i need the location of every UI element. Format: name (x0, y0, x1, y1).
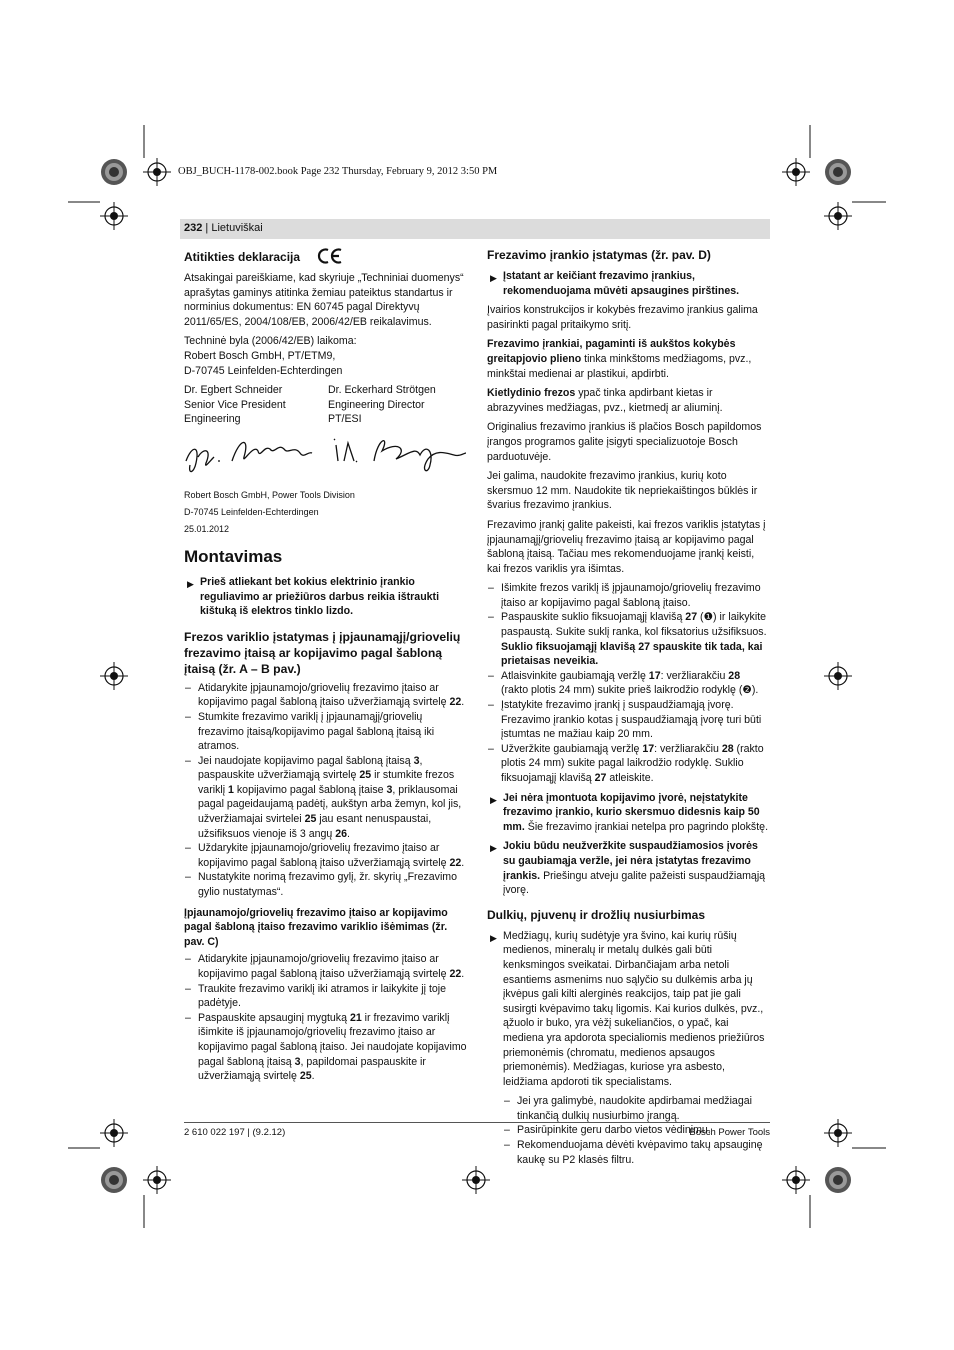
signatory-left: Dr. Egbert Schneider Senior Vice President Engineering (184, 384, 286, 426)
heading-motor-remove: Įpjaunamojo/griovelių frezavimo įtaiso ar kopijavimo pagal šabloną įtaiso frezavimo variklio išėmimas (žr. pav. C) (184, 906, 448, 948)
remove-steps (184, 952, 467, 1083)
handwritten-signatures (184, 431, 467, 483)
page-header: 232 | Lietuviškai (184, 222, 263, 234)
right-column (487, 246, 770, 1172)
list-item: – Nustatykite norimą frezavimo gylį, žr. skyrių „Frezavimo gylio nustatymas“. (184, 870, 467, 899)
company-line: Robert Bosch GmbH, Power Tools Division (184, 489, 355, 500)
warning-gloves: ▶ Įstatant ar keičiant frezavimo įrankius, rekomenduojama mūvėti apsaugines pirštines. (490, 270, 740, 297)
list-item: – Stumkite frezavimo variklį į įpjaunamąjį/griovelių frezavimo įtaisą/kopijavimo pagal šabloną įtaisą iki atramos. (184, 710, 467, 754)
language-label: Lietuviškai (211, 222, 263, 234)
declaration-heading: Atitikties deklaracija (184, 248, 467, 265)
warning-arrow-icon: ▶ (490, 843, 497, 854)
warning-arrow-icon: ▶ (490, 273, 497, 283)
header-bar (180, 219, 770, 239)
paragraph: Jei galima, naudokite frezavimo įrankius, kurių koto skersmuo 12 mm. Naudokite tik nepriekaištingos būklės ir švarius frezavimo įrankius. (487, 470, 758, 512)
ce-mark-icon (317, 248, 343, 264)
list-item: – Atlaisvinkite gaubiamąją veržlę 17: veržliarakčiu 28 (rakto plotis 24 mm) sukite prieš laikrodžio rodyklę (❷). (487, 669, 770, 698)
footer-doc-number: 2 610 022 197 | (9.2.12) (184, 1127, 286, 1138)
warning-bushing: ▶ Jei nėra įmontuota kopijavimo įvorė, neįstatykite frezavimo įrankio, kurio skersmuo didesnis kaip 50 mm. Šie frezavimo įrankiai netelpa pro pagrindo plokštę. (490, 791, 769, 833)
heading-motor-insert: Frezos variklio įstatymas į įpjaunamąjį/griovelių frezavimo įtaisą ar kopijavimo pagal šabloną įtaisą (žr. A – B pav.) (184, 629, 461, 676)
list-item: – Atidarykite įpjaunamojo/griovelių frezavimo įtaiso ar kopijavimo pagal šabloną įtaiso užveržiamąją svirtelę 22. (184, 952, 467, 981)
warning-collet-nut: ▶ Jokiu būdu neužveržkite suspaudžiamosios įvorės su gaubiamąja veržle, jei nėra įstatytas frezavimo įrankis. Priešingu atveju galite pažeisti suspaudžiamąją įvorę. (490, 840, 766, 897)
section-title-montavimas: Montavimas (184, 546, 283, 566)
paragraph: Įvairios konstrukcijos ir kokybės frezavimo įrankius galima pasirinkti pagal pritaikymo sritį. (487, 304, 758, 331)
signatories (184, 383, 467, 427)
heading-dust-extraction: Dulkių, pjuvenų ir drožlių nusiurbimas (487, 907, 706, 922)
footer-brand: Bosch Power Tools (689, 1127, 770, 1138)
page-number: 232 (184, 222, 203, 234)
heading-tool-insert: Frezavimo įrankio įstatymas (žr. pav. D) (487, 248, 711, 262)
paragraph: Frezavimo įrankiai, pagaminti iš aukštos kokybės greitapjovio plieno tinka minkštoms medžiagoms, pvz., minkštai medienai ar plastikui, apdirbti. (487, 338, 752, 380)
list-item: – Atidarykite įpjaunamojo/griovelių frezavimo įtaiso ar kopijavimo pagal šabloną įtaiso užveržiamąją svirtelę 22. (184, 681, 467, 710)
list-item: – Jei yra galimybė, naudokite apdirbamai medžiagai tinkančią dulkių nusiurbimo įrangą. (503, 1094, 770, 1123)
left-column (184, 246, 467, 1089)
insert-steps (184, 681, 467, 900)
warning-unplug: ▶ Prieš atliekant bet kokius elektrinio įrankio reguliavimo ar priežiūros darbus reikia ištraukti kištuką iš elektros tinklo lizdo. (187, 575, 440, 618)
list-item: – Pasirūpinkite geru darbo vietos vėdinimu. (503, 1123, 770, 1138)
list-item: – Išimkite frezos variklį iš įpjaunamojo/griovelių frezavimo įtaiso ar kopijavimo pagal šabloną įtaiso. (487, 581, 770, 610)
list-item: – Paspauskite suklio fiksuojamąjį klavišą 27 (❶) ir laikykite paspaustą. Sukite suklį ranka, kol fiksatorius užsifiksuos. Suklio fiksuojamąjį klavišą 27 spauskite tik tada, kai prietaisas neveikia. (487, 610, 770, 668)
dust-warning: ▶ Medžiagų, kurių sudėtyje yra švino, kai kurių rūšių medienos, mineralų ir metalų dulkės gali būti kenksmingos sveikatai. Dirbančiajam arba netoli esantiems asmenims nuo sąlyčio su dulkėmis arba jų įkvėpus gali kilti alerginės reakcijos, taip pat jie gali susirgti kvėpavimo takų ligomis. Kai kurios dulkės, pvz., ąžuolo ir buko, yra vėžį sukeliančios, o ypač, kai mediena yra apdorota specialiomis medienos priežiūros priemonėmis (chromatu, medienos apsaugos priemonėmis). Medžiagas, kuriose yra asbesto, leidžiama apdoroti tik specialistams. (490, 929, 765, 1088)
list-item: – Užveržkite gaubiamąją veržlę 17: veržliarakčiu 28 (rakto plotis 24 mm) sukite pagal laikrodžio rodyklę. Suklio fiksuojamąjį klavišą 27 atleiskite. (487, 742, 770, 786)
list-item: – Uždarykite įpjaunamojo/griovelių frezavimo įtaiso ar kopijavimo pagal šabloną įtaiso užveržiamąją svirtelę 22. (184, 841, 467, 870)
list-item: – Jei naudojate kopijavimo pagal šabloną įtaisą 3, paspauskite užveržiamąją svirtelę 25 ir stumkite frezos variklį 1 kopijavimo pagal šabloną įtaise 3, priklausomai pagal pageidaujamą padėtį, aukštyn arba žemyn, kol jis, užveržiamajai svirtelei 25 jau esant nenuspaustai, užsifiksuos vienoje iš 3 angų 26. (184, 754, 467, 842)
technical-file: Techninė byla (2006/42/EB) laikoma: Robert Bosch GmbH, PT/ETM9, D-70745 Leinfelden-Echterdingen (184, 335, 357, 377)
list-item: – Paspauskite apsauginį mygtuką 21 ir frezavimo variklį išimkite iš įpjaunamojo/griovelių frezavimo įtaiso ar kopijavimo pagal šabloną įtaiso. Jei naudojate kopijavimo pagal šabloną įtaisą 3, papildomai paspauskite ir užveržiamąją svirtelę 25. (184, 1011, 467, 1084)
company-address: D-70745 Leinfelden-Echterdingen (184, 506, 319, 517)
declaration-date: 25.01.2012 (184, 523, 230, 534)
list-item: – Rekomenduojama dėvėti kvėpavimo takų apsauginę kaukę su P2 klasės filtru. (503, 1138, 770, 1167)
footer-rule (184, 1122, 770, 1123)
list-item: – Traukite frezavimo variklį iki atramos ir laikykite jį toje padėtyje. (184, 982, 467, 1011)
warning-arrow-icon: ▶ (490, 794, 497, 805)
tool-steps (487, 581, 770, 785)
warning-arrow-icon: ▶ (490, 932, 497, 943)
print-info-line: OBJ_BUCH-1178-002.book Page 232 Thursday, February 9, 2012 3:50 PM (178, 166, 498, 177)
warning-arrow-icon: ▶ (187, 578, 194, 589)
paragraph: Kietlydinio frezos ypač tinka apdirbant kietas ir abrazyvines medžiagas, pvz., kietmedį ar aliuminį. (487, 387, 723, 414)
list-item: – Įstatykite frezavimo įrankį į suspaudžiamąją įvorę. Frezavimo įrankio kotas į suspaudžiamąją įvorę turi būti įstumtas ne mažiau kaip 20 mm. (487, 698, 770, 742)
paragraph: Originalius frezavimo įrankius iš plačios Bosch papildomos įrangos programos galite įsigyti specializuotoje Bosch parduotuvėje. (487, 421, 762, 463)
signatory-right: Dr. Eckerhard Strötgen Engineering Director PT/ESI (328, 384, 436, 426)
declaration-text: Atsakingai pareiškiame, kad skyriuje „Techniniai duomenys“ aprašytas gaminys atitinka žemiau pateiktus standartus ir norminius dokumentus: EN 60745 pagal Direktyvų 2011/65/ES, 2004/108/EB, 2006/42/EB reikalavimus. (184, 272, 464, 328)
paragraph: Frezavimo įrankį galite pakeisti, kai frezos variklis įstatytas į įpjaunamąjį/griovelių frezavimo įtaisą ar kopijavimo pagal šabloną įtaisą. Tačiau mes rekomenduojame įrankį keisti, kai frezos variklis yra išimtas. (487, 518, 766, 575)
